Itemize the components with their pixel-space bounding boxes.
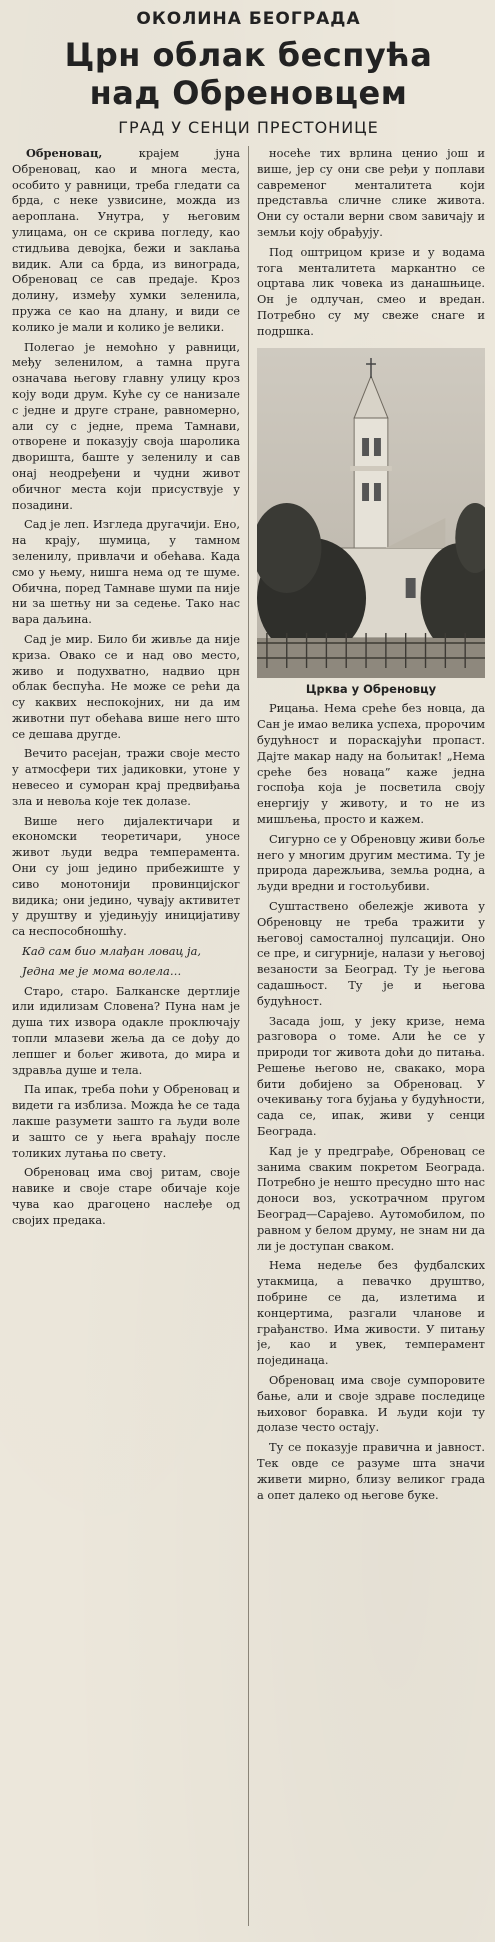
lead-rest: крајем јуна Обреновац, као и многа места, особито у равници, треба гледати са брда, с неке узвисине, можда из аероплана. Унутра, у његовим улицама, он се скрива погледу, као стидљива девојка, бежи и заклања видик. Али са брда, из винограда, Обреновац се сав предаје. Кроз долину, између хумки зеленила, пружа се као на длану, и види се колико је мали и колико је велики. <box>12 146 240 334</box>
article-columns <box>12 146 485 1926</box>
paragraph: Па ипак, треба поћи у Обреновац и видети га изблиза. Можда ће се тада лакше разумети зашто га људи воле и зашто се у њега враћају после толиких лутања по свету. <box>12 1082 240 1160</box>
verse-line-2: Једна ме је мома волела… <box>22 963 182 978</box>
photo-caption: Црква у Обреновцу <box>305 681 437 696</box>
column-left <box>12 146 240 1926</box>
paragraph: Старо, старо. Балканске дертлије или идилизам Словена? Пуна нам је душа тих извора одакле проключају топли млазеви жеља да се дођу до лепшег и бољег живота, до мира и здравља душе и тела. <box>12 983 240 1077</box>
lead-first-words: Обреновац, <box>26 146 103 160</box>
subheading: ГРАД У СЕНЦИ ПРЕСТОНИЦЕ <box>118 118 379 137</box>
paragraph: Обреновац има своје сумпоровите бање, али и своје здраве последице њиховог боравка. И људи који ту долазе често остају. <box>257 1373 485 1435</box>
paragraph: Више него дијалектичари и економски теоретичари, уносе живот људи ведра темперамента. Они су још једино прибежиште у сиво монотонији провинцијског видика; они једино, чувају активитет у друштву и уједињују иницијативу са неспособношћу. <box>12 813 240 939</box>
paragraph: Полегао је немоћно у равници, међу зеленилом, а тамна пруга означава његову главну улицу кроз коју води друм. Куће су се нанизале с једне и друге стране, равномерно, али су с једне, према Тамнави, отворене и показују своја шаролика дворишта, баште у зеленилу и сав онај неодређени и чудни живот обичног места који присуствује у позадини. <box>12 339 240 512</box>
paragraph: Кад је у предграђе, Обреновац се занима сваким покретом Београда. Потребно је нешто пресудно што нас доноси воз, ускотрачном пругом Београд—Сарајево. Аутомобилом, по равном у белом друму, не знам ни да ли је доступан сваком. <box>257 1143 485 1253</box>
paragraph: Обреновац има свој ритам, своје навике и своје старе обичаје које чува као драгоцено наслеђе од својих предака. <box>12 1165 240 1227</box>
column-divider <box>248 146 249 1926</box>
headline-line-1: Црн облак беспућа <box>64 36 433 74</box>
paragraph: Ту се показује правична и јавност. Тек овде се разуме шта значи живети мирно, близу великог града а опет далеко од његове буке. <box>257 1440 485 1502</box>
paragraph: Сад је леп. Изгледа другачији. Ено, на крају, шумица, у тамном зеленилу, привлачи и обећава. Када смо у њему, нишга нема од те шуме. Обична, поред Тамнаве шуми па није ни за шетњу ни за седење. Тако нас вара даљина. <box>12 517 240 627</box>
lead-paragraph <box>12 146 240 336</box>
paragraph: Нема недеље без фудбалских утакмица, а певачко друштво, побрине се да, излетима и концертима, разгали чланове и грађанство. Има живости. У питању је, као и увек, темперамент појединаца. <box>257 1258 485 1368</box>
headline-line-2: над Обреновцем <box>89 74 408 112</box>
paragraph: Засада још, у јеку кризе, нема разговора о томе. Али ће се у природи тог живота доћи до питања. Решење његово не, свакако, мора бити добијено за Обреновац. У очекивању тога бујања у будућности, сада се, ипак, живи у сенци Београда. <box>257 1013 485 1139</box>
headline <box>12 36 485 112</box>
paragraph: Под оштрицом кризе и у водама тога менталитета маркантно се оцртава лик човека из данашњице. Он је одлучан, смео и вредан. Потребно су му свеже снаге и подршка. <box>257 244 485 338</box>
paragraph: носеће тих врлина ценио још и више, јер су они све ређи у поплави савременог менталитета који представља сличне слике живота. Они су остали верни свом завичају и земљи коју обрађују. <box>257 146 485 239</box>
paragraph: Сад је мир. Било би живље да није криза. Овако се и над ово место, живо и подухватно, надвио црн облак беспућа. Не може се рећи да су каквих неспокојних, ни да им животни пут обећава више него што се дешава другде. <box>12 631 240 741</box>
section-kicker: ОКОЛИНА БЕОГРАДА <box>136 9 361 29</box>
church-photo <box>257 348 485 678</box>
paragraph: Рицања. Нема среће без новца, да Сан је имао велика успеха, пророчим будућност и пораскајући пропаст. Дајте макар наду на бољитак! „Нема среће без новаца” каже једна госпођа која је посветила своју енергију у животу, и то не из мишљења, просто и кажем. <box>257 701 485 826</box>
paragraph: Сигурно се у Обреновцу живи боље него у многим другим местима. Ту је природа дарежљива, земља родна, а људи вредни и гостољубиви. <box>257 831 485 894</box>
paragraph: Вечито расејан, тражи своје место у атмосфери тих јадиковки, утоне у невесео и суморан крај предвиђања зла и невоља које тек долазе. <box>12 746 240 808</box>
verse-line-1: Кад сам био млађан ловац ја, <box>22 944 201 959</box>
paragraph: Суштаствено обележје живота у Обреновцу не треба тражити у његовој самосталној пулсацији. Оно се пре, и сигурније, налази у његовој везаности за Београд. Ту је његова садашњост. Ту је и његова будућност. <box>257 898 485 1008</box>
column-right <box>257 146 485 1926</box>
